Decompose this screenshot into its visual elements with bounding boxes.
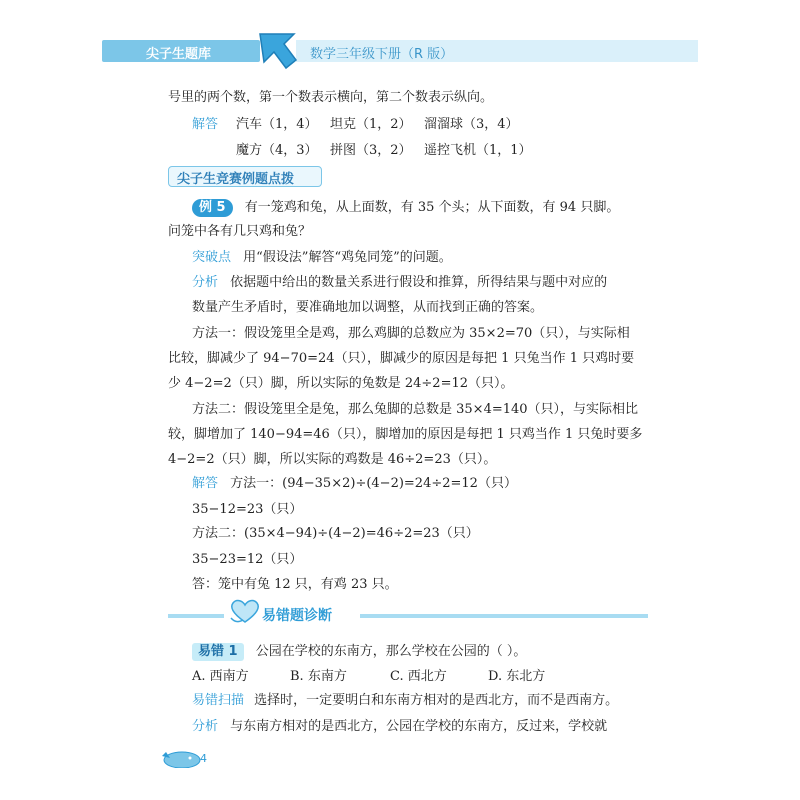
- answer-item: 魔方（4，3）: [236, 143, 318, 158]
- header-left-title: 尖子生题库: [146, 47, 212, 62]
- answer-item: 拼图（3，2）: [330, 143, 412, 158]
- whale-icon: [160, 746, 202, 768]
- breakthrough-text: 用“假设法”解答“鸡兔同笼”的问题。: [243, 250, 452, 265]
- section-heading: [168, 166, 322, 187]
- method2-line-2: 较，脚增加了 140−94=46（只），脚增加的原因是每把 1 只鸡当作 1 只兔时要多: [168, 427, 643, 442]
- method1-line-1: 方法一：假设笼里全是鸡，那么鸡脚的总数应为 35×2=70（只），与实际相: [192, 326, 630, 341]
- text-line: 号里的两个数，第一个数表示横向，第二个数表示纵向。: [168, 90, 494, 105]
- breakthrough-label: 突破点: [192, 250, 232, 265]
- option: A. 西南方: [192, 669, 249, 684]
- method1-line-3: 少 4−2=2（只）脚，所以实际的兔数是 24÷2=12（只）。: [168, 376, 514, 391]
- method2-line-1: 方法二：假设笼里全是兔，那么兔脚的总数是 35×4=140（只），与实际相比: [192, 402, 639, 417]
- example-label: 例 5: [192, 199, 233, 217]
- answer-label: 解答: [192, 117, 219, 132]
- scan-label: 易错扫描: [192, 693, 245, 708]
- analysis-line-2: 数量产生矛盾时，要准确地加以调整，从而找到正确的答案。: [192, 300, 544, 315]
- divider: [360, 614, 648, 618]
- diag-analysis-text: 与东南方相对的是西北方，公园在学校的东南方，反过来，学校就: [230, 719, 608, 734]
- analysis-text: 依据题中给出的数量关系进行假设和推算，所得结果与题中对应的: [230, 275, 608, 290]
- heart-stethoscope-icon: [228, 598, 262, 624]
- option: C. 西北方: [390, 669, 447, 684]
- answer-item: 坦克（1，2）: [330, 117, 412, 132]
- option: B. 东南方: [290, 669, 347, 684]
- method1-line-2: 比较，脚减少了 94−70=24（只），脚减少的原因是每把 1 只兔当作 1 只鸡时要: [168, 351, 635, 366]
- breakthrough-line: [192, 248, 452, 268]
- arrow-up-icon: [254, 30, 298, 70]
- header-right-tab: [296, 40, 698, 62]
- option: D. 东北方: [488, 669, 546, 684]
- header-left-tab: [102, 40, 260, 62]
- scan-text: 选择时，一定要明白和东南方相对的是西北方，而不是西南方。: [254, 693, 619, 708]
- diagnosis-question: 公园在学校的东南方，那么学校在公园的（ ）。: [255, 644, 527, 659]
- analysis-label: 分析: [192, 275, 219, 290]
- solution-text: 方法一：(94−35×2)÷(4−2)=24÷2=12（只）: [230, 476, 517, 491]
- method2-line-3: 4−2=2（只）脚，所以实际的鸡数是 46÷2=23（只）。: [168, 452, 497, 467]
- analysis-line-1: [192, 273, 607, 293]
- section-title: 尖子生竞赛例题点拨: [177, 172, 295, 187]
- answer-row-1: [192, 115, 218, 135]
- answer-item: 汽车（1，4）: [236, 117, 318, 132]
- scan-line: [192, 691, 618, 711]
- answer-item: 遥控飞机（1，1）: [424, 143, 532, 158]
- answer-item: 溜溜球（3，4）: [424, 117, 519, 132]
- diag-analysis-label: 分析: [192, 719, 219, 734]
- divider: [168, 614, 224, 618]
- example-question-text: 有一笼鸡和兔，从上面数，有 35 个头；从下面数，有 94 只脚。: [244, 200, 620, 215]
- solution-line-3: 方法二：(35×4−94)÷(4−2)=46÷2=23（只）: [192, 526, 479, 541]
- header-right-title: 数学三年级下册（R 版）: [310, 47, 454, 62]
- solution-label: 解答: [192, 476, 219, 491]
- diagnosis-question-line: [192, 642, 526, 662]
- solution-line-4: 35−23=12（只）: [192, 552, 303, 567]
- example-question-line-1: [192, 198, 619, 218]
- example-question-line-2: 问笼中各有几只鸡和兔？: [168, 224, 312, 239]
- diag-analysis-line: [192, 717, 607, 737]
- solution-line-1: [192, 474, 517, 494]
- diagnosis-label: 易错 1: [192, 643, 244, 661]
- solution-line-5: 答：笼中有兔 12 只，有鸡 23 只。: [192, 577, 398, 592]
- solution-line-2: 35−12=23（只）: [192, 502, 303, 517]
- page-number: 4: [200, 752, 207, 765]
- diagnosis-title: 易错题诊断: [262, 608, 332, 624]
